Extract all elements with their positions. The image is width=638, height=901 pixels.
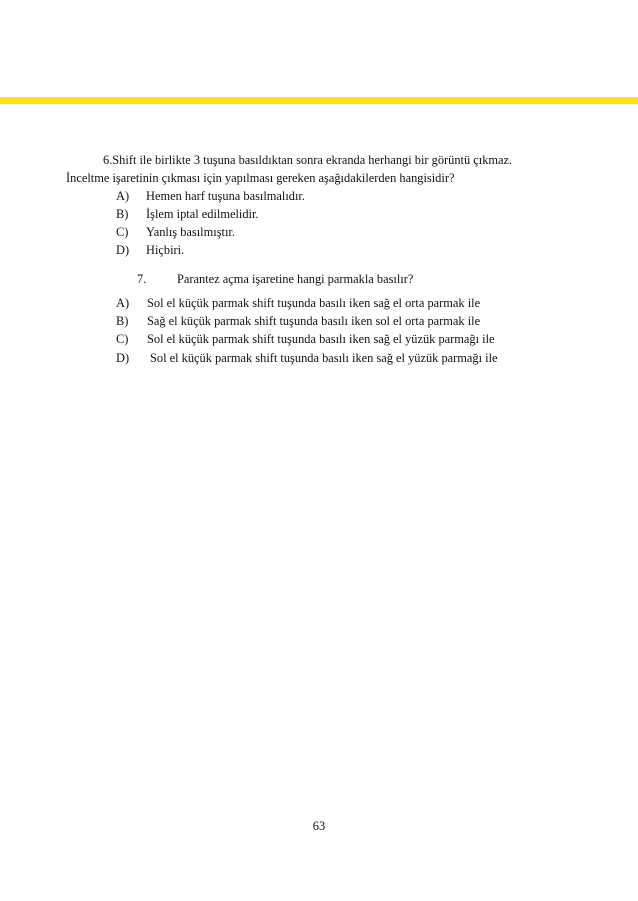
option-text: Sağ el küçük parmak shift tuşunda basılı iken sol el orta parmak ile — [147, 314, 481, 328]
option-text: Yanlış basılmıştır. — [146, 225, 235, 239]
option-letter: D) — [116, 351, 130, 365]
page-number: 63 — [312, 819, 326, 833]
option-text: Sol el küçük parmak shift tuşunda basılı iken sağ el orta parmak ile — [147, 296, 481, 310]
option-letter: D) — [116, 243, 130, 257]
option-letter: B) — [116, 314, 129, 328]
option-letter: B) — [116, 207, 129, 221]
option-text: Sol el küçük parmak shift tuşunda basılı iken sağ el yüzük parmağı ile — [147, 332, 495, 346]
option-text: Hemen harf tuşuna basılmalıdır. — [146, 189, 305, 203]
option-text: İşlem iptal edilmelidir. — [146, 207, 259, 221]
option-text: Hiçbiri. — [146, 243, 185, 257]
question-6-text-line-2: İnceltme işaretinin çıkması için yapılması gereken aşağıdakilerden hangisidir? — [66, 171, 455, 185]
option-text: Sol el küçük parmak shift tuşunda basılı iken sağ el yüzük parmağı ile — [150, 351, 498, 365]
option-letter: C) — [116, 332, 129, 346]
question-7-text: Parantez açma işaretine hangi parmakla basılır? — [177, 272, 414, 286]
question-7-number: 7. — [137, 272, 147, 286]
option-letter: A) — [116, 189, 130, 203]
question-6-text-line-1: 6.Shift ile birlikte 3 tuşuna basıldıktan sonra ekranda herhangi bir görüntü çıkmaz. — [103, 153, 513, 167]
option-letter: C) — [116, 225, 129, 239]
option-letter: A) — [116, 296, 130, 310]
header-accent-bar — [0, 97, 638, 104]
